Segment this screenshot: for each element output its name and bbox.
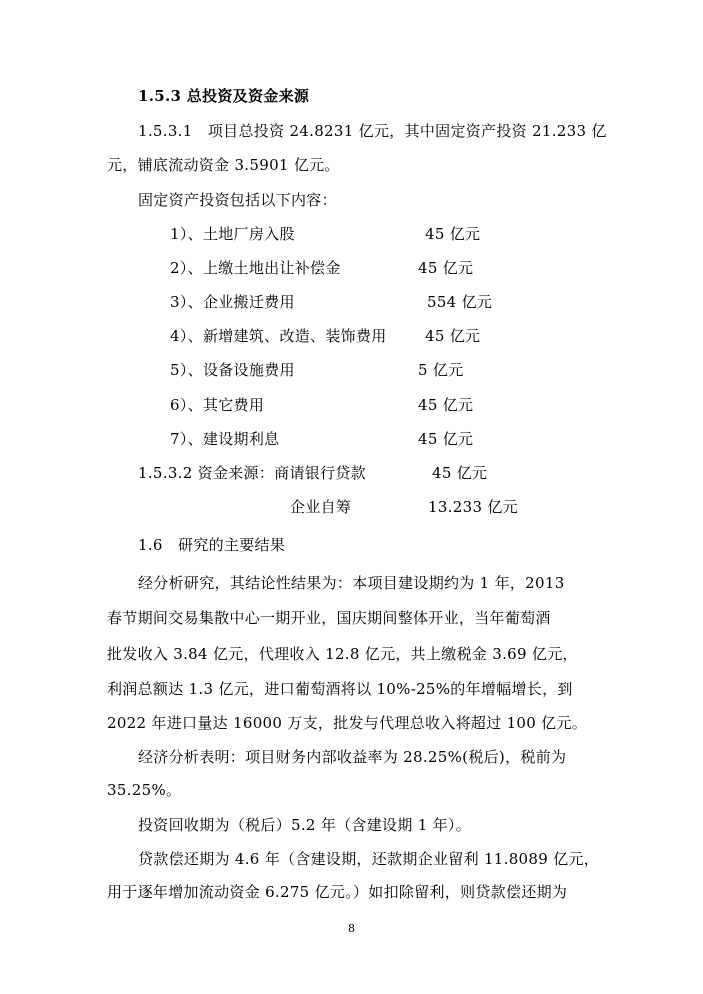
fixed-item-value: 45 亿元 [425,225,481,243]
fixed-item-value: 45 亿元 [425,327,481,345]
results-para-line: 利润总额达 1.3 亿元，进口葡萄酒将以 10%-25%的年增幅增长，到 [107,680,573,698]
fixed-asset-intro: 固定资产投资包括以下内容： [138,191,337,209]
page-number: 8 [348,922,355,935]
funding-source-label: 1.5.3.2 资金来源：商请银行贷款 [138,464,366,482]
section-heading-16: 1.6 研究的主要结果 [138,536,286,554]
fixed-item-label: 6）、其它费用 [170,396,265,414]
fixed-item-value: 45 亿元 [418,430,474,448]
fixed-item-label: 2）、上缴土地出让补偿金 [170,259,341,277]
fixed-item-value: 45 亿元 [418,259,474,277]
fixed-item-label: 1）、土地厂房入股 [170,225,295,243]
section-heading-153: 1.5.3 总投资及资金来源 [138,87,310,105]
results-para-line: 经分析研究，其结论性结果为：本项目建设期约为 1 年，2013 [138,574,565,592]
fixed-item-label: 7）、建设期利息 [170,430,280,448]
funding-source-value: 45 亿元 [432,464,488,482]
econ-para-line: 35.25%。 [107,781,182,799]
loan-para-line: 贷款偿还期为 4.6 年（含建设期，还款期企业留利 11.8089 亿元， [138,850,600,868]
payback-line: 投资回收期为（税后）5.2 年（含建设期 1 年）。 [138,816,472,834]
fixed-item-label: 4）、新增建筑、改造、装饰费用 [170,327,387,345]
para-1531-line2: 元，铺底流动资金 3.5901 亿元。 [107,156,340,174]
loan-para-line: 用于逐年增加流动资金 6.275 亿元。）如扣除留利，则贷款偿还期为 [107,883,568,901]
self-funding-label: 企业自筹 [290,498,352,516]
fixed-item-value: 5 亿元 [418,361,464,379]
econ-para-line: 经济分析表明：项目财务内部收益率为 28.25%(税后)，税前为 [138,748,567,766]
results-para-line: 批发收入 3.84 亿元，代理收入 12.8 亿元，共上缴税金 3.69 亿元， [107,645,578,663]
fixed-item-label: 3）、企业搬迁费用 [170,293,295,311]
fixed-item-value: 45 亿元 [418,396,474,414]
para-1531-line1: 1.5.3.1 项目总投资 24.8231 亿元，其中固定资产投资 21.233 亿 [138,122,607,140]
results-para-line: 2022 年进口量达 16000 万支，批发与代理总收入将超过 100 亿元。 [107,714,588,732]
fixed-item-label: 5）、设备设施费用 [170,361,295,379]
fixed-item-value: 554 亿元 [427,293,493,311]
self-funding-value: 13.233 亿元 [428,498,518,516]
results-para-line: 春节期间交易集散中心一期开业，国庆期间整体开业，当年葡萄酒 [107,609,551,627]
